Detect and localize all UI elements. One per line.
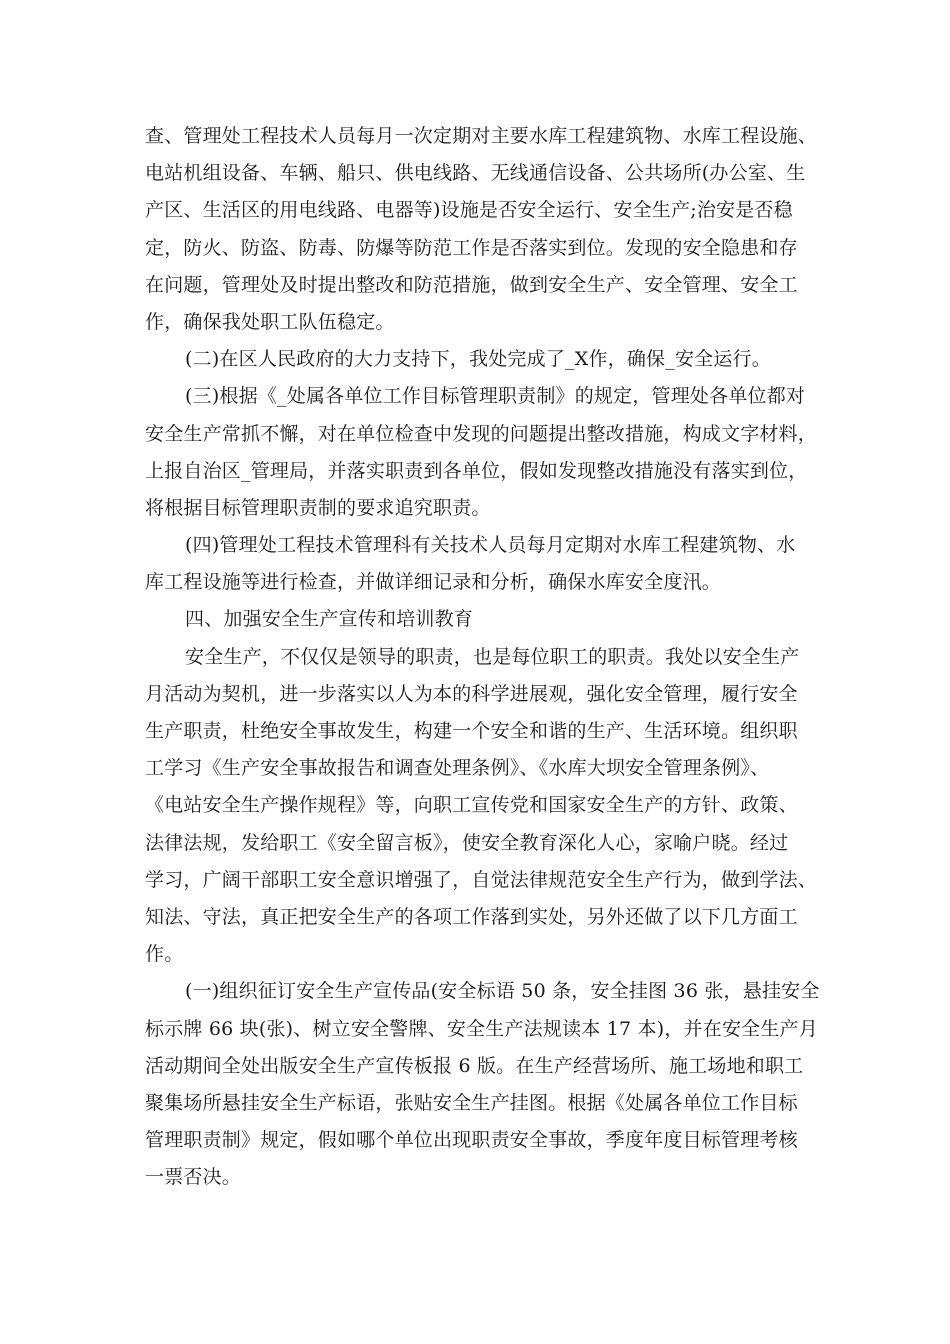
- text-line: 库工程设施等进行检查，并做详细记录和分析，确保水库安全度汛。: [145, 571, 722, 594]
- text-line: 将根据目标管理职责制的要求追究职责。: [145, 496, 491, 519]
- text-line: 安全生产，不仅仅是领导的职责，也是每位职工的职责。我处以安全生产: [185, 645, 800, 668]
- text-line: 月活动为契机，进一步落实以人为本的科学进展观，强化安全管理，履行安全: [145, 682, 798, 705]
- text-line: 《电站安全生产操作规程》等，向职工宣传党和国家安全生产的方针、政策、: [145, 794, 798, 817]
- section-heading: 四、加强安全生产宣传和培训教育: [185, 608, 474, 631]
- text-line: 作。: [145, 943, 184, 966]
- text-line: 工学习《生产安全事故报告和调查处理条例》、《水库大坝安全管理条例》、: [145, 757, 770, 780]
- text-line: 标示牌 66 块(张)、树立安全警牌、安全生产法规读本 17 本)，并在安全生产月: [145, 1017, 818, 1040]
- text-line: 法律法规，发给职工《安全留言板》，使安全教育深化人心，家喻户晓。经过: [145, 831, 789, 854]
- text-line: 查、管理处工程技术人员每月一次定期对主要水库工程建筑物、水库工程设施、: [145, 125, 818, 147]
- text-line: 定，防火、防盗、防毒、防爆等防范工作是否落实到位。发现的安全隐患和存: [145, 236, 798, 259]
- text-line: 活动期间全处出版安全生产宣传板报 6 版。在生产经营场所、施工场地和职工: [145, 1054, 804, 1077]
- text-line: 电站机组设备、车辆、船只、供电线路、无线通信设备、公共场所(办公室、生: [145, 162, 806, 185]
- text-line: 知法、守法，真正把安全生产的各项工作落到实处，另外还做了以下几方面工: [145, 905, 798, 928]
- text-line: 聚集场所悬挂安全生产标语，张贴安全生产挂图。根据《处属各单位工作目标: [145, 1091, 798, 1114]
- text-line: (一)组织征订安全生产宣传品(安全标语 50 条，安全挂图 36 张，悬挂安全: [185, 980, 820, 1003]
- text-line: 上报自治区_管理局，并落实职责到各单位，假如发现整改措施没有落实到位，: [145, 459, 808, 482]
- text-line: (四)管理处工程技术管理科有关技术人员每月定期对水库工程建筑物、水: [185, 534, 796, 557]
- text-line: 一票否决。: [145, 1166, 242, 1189]
- text-line: 管理职责制》规定，假如哪个单位出现职责安全事故，季度年度目标管理考核: [145, 1129, 798, 1152]
- text-line: 安全生产常抓不懈，对在单位检查中发现的问题提出整改措施，构成文字材料，: [145, 422, 818, 445]
- text-line: (三)根据《_处属各单位工作目标管理职责制》的规定，管理处各单位都对: [185, 385, 806, 408]
- text-line: (二)在区人民政府的大力支持下，我处完成了_X作，确保_安全运行。: [185, 348, 771, 371]
- text-line: 生产职责，杜绝安全事故发生，构建一个安全和谐的生产、生活环境。组织职: [145, 720, 798, 742]
- text-line: 学习，广阔干部职工安全意识增强了，自觉法律规范安全生产行为，做到学法、: [145, 868, 818, 891]
- text-line: 在问题，管理处及时提出整改和防范措施，做到安全生产、安全管理、安全工: [145, 273, 798, 296]
- text-line: 作，确保我处职工队伍稳定。: [145, 310, 395, 333]
- document-body: [145, 118, 820, 1196]
- text-line: 产区、生活区的用电线路、电器等)设施是否安全运行、安全生产;治安是否稳: [145, 199, 793, 222]
